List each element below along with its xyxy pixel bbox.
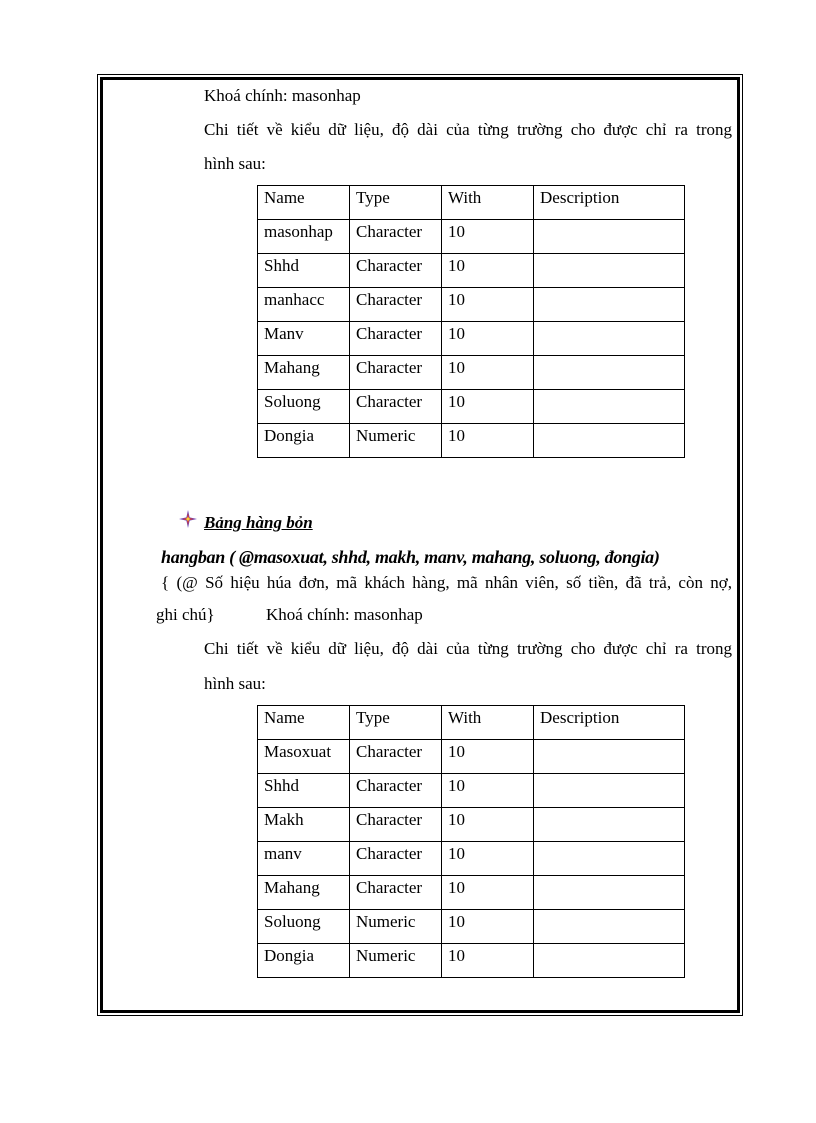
column-header-width: With — [442, 186, 534, 220]
cell-name: masonhap — [258, 220, 350, 254]
cell-width: 10 — [442, 220, 534, 254]
cell-type: Character — [350, 390, 442, 424]
field-spec-table-1 — [257, 185, 685, 458]
cell-name: manv — [258, 842, 350, 876]
cell-description — [534, 390, 685, 424]
table-row — [258, 944, 685, 978]
table-header-row — [258, 186, 685, 220]
cell-description — [534, 808, 685, 842]
column-header-description: Description — [534, 706, 685, 740]
cell-type: Character — [350, 740, 442, 774]
cell-type: Character — [350, 774, 442, 808]
cell-description — [534, 220, 685, 254]
cell-type: Character — [350, 288, 442, 322]
description-line: { (@ Số hiệu húa đơn, mã khách hàng, mã nhân viên, số tiền, đã trả, còn nợ, — [161, 573, 732, 592]
column-header-width: With — [442, 706, 534, 740]
table-row — [258, 910, 685, 944]
table-row — [258, 876, 685, 910]
column-header-type: Type — [350, 186, 442, 220]
cell-width: 10 — [442, 876, 534, 910]
table-intro-line: Chi tiết về kiểu dữ liệu, độ dài của từng trường cho được chỉ ra trong — [204, 639, 732, 658]
cell-width: 10 — [442, 288, 534, 322]
cell-name: Soluong — [258, 910, 350, 944]
cell-description — [534, 288, 685, 322]
column-header-name: Name — [258, 706, 350, 740]
cell-width: 10 — [442, 944, 534, 978]
table-row — [258, 254, 685, 288]
cell-name: Dongia — [258, 944, 350, 978]
cell-description — [534, 910, 685, 944]
cell-type: Character — [350, 254, 442, 288]
cell-width: 10 — [442, 774, 534, 808]
table-row — [258, 842, 685, 876]
cell-type: Character — [350, 220, 442, 254]
column-header-type: Type — [350, 706, 442, 740]
table-header-row — [258, 706, 685, 740]
table-row — [258, 356, 685, 390]
cell-description — [534, 944, 685, 978]
table-row — [258, 808, 685, 842]
cell-description — [534, 876, 685, 910]
cell-type: Character — [350, 808, 442, 842]
table-row — [258, 740, 685, 774]
table-schema-text: hangban ( @masoxuat, shhd, makh, manv, mahang, soluong, đongia) — [161, 547, 660, 567]
cell-description — [534, 740, 685, 774]
column-header-name: Name — [258, 186, 350, 220]
cell-type: Character — [350, 876, 442, 910]
table-row — [258, 424, 685, 458]
table-intro-line-end: hình sau: — [204, 674, 266, 693]
table-intro-line: Chi tiết về kiểu dữ liệu, độ dài của từng trường cho được chỉ ra trong — [204, 120, 732, 139]
description-line-end: ghi chú} — [156, 605, 215, 624]
table-row — [258, 322, 685, 356]
table-intro-line-end: hình sau: — [204, 154, 266, 173]
cell-name: Shhd — [258, 254, 350, 288]
cell-name: Dongia — [258, 424, 350, 458]
cell-name: Shhd — [258, 774, 350, 808]
table-row — [258, 220, 685, 254]
primary-key-text: Khoá chính: masonhap — [204, 86, 361, 105]
cell-width: 10 — [442, 254, 534, 288]
primary-key-text: Khoá chính: masonhap — [266, 605, 423, 624]
field-spec-table-2 — [257, 705, 685, 978]
cell-type: Character — [350, 322, 442, 356]
cell-name: Masoxuat — [258, 740, 350, 774]
cell-name: Makh — [258, 808, 350, 842]
cell-type: Character — [350, 356, 442, 390]
cell-name: Mahang — [258, 356, 350, 390]
cell-description — [534, 356, 685, 390]
cell-name: manhacc — [258, 288, 350, 322]
cell-name: Manv — [258, 322, 350, 356]
cell-width: 10 — [442, 808, 534, 842]
cell-description — [534, 774, 685, 808]
section-heading: Bảng hàng bỏn — [204, 513, 313, 532]
cell-width: 10 — [442, 356, 534, 390]
table-row — [258, 774, 685, 808]
cell-type: Numeric — [350, 424, 442, 458]
cell-width: 10 — [442, 910, 534, 944]
cell-type: Numeric — [350, 910, 442, 944]
four-point-star-bullet-icon — [178, 509, 198, 529]
cell-description — [534, 842, 685, 876]
cell-description — [534, 254, 685, 288]
cell-width: 10 — [442, 842, 534, 876]
cell-description — [534, 322, 685, 356]
column-header-description: Description — [534, 186, 685, 220]
cell-width: 10 — [442, 390, 534, 424]
cell-name: Mahang — [258, 876, 350, 910]
cell-width: 10 — [442, 740, 534, 774]
cell-type: Character — [350, 842, 442, 876]
cell-width: 10 — [442, 424, 534, 458]
cell-name: Soluong — [258, 390, 350, 424]
cell-description — [534, 424, 685, 458]
table-row — [258, 390, 685, 424]
cell-width: 10 — [442, 322, 534, 356]
cell-type: Numeric — [350, 944, 442, 978]
table-row — [258, 288, 685, 322]
